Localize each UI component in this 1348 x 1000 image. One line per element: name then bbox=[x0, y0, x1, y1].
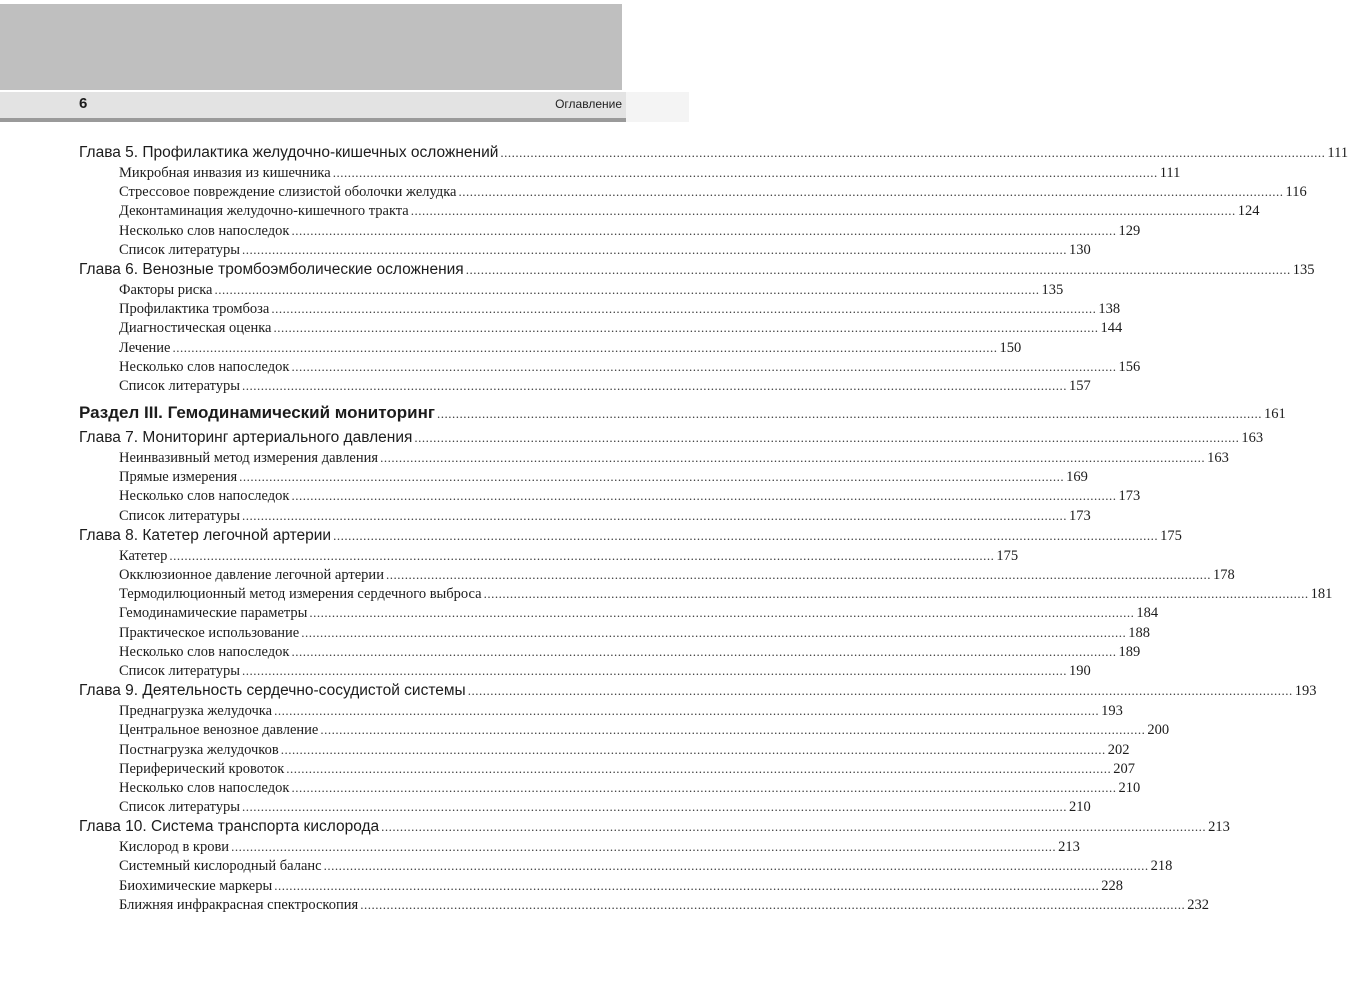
toc-entry-title: Раздел III. Гемодинамический мониторинг bbox=[79, 403, 435, 423]
toc-entry-sub[interactable] bbox=[79, 623, 1150, 642]
toc-entry-page: 124 bbox=[1237, 203, 1260, 220]
dot-leader: ............................................................................................................................................................................................................................ bbox=[465, 261, 1291, 277]
toc-entry-title: Несколько слов напоследок bbox=[119, 643, 290, 660]
dot-leader: ............................................................................................................................................................................................................................ bbox=[242, 799, 1068, 815]
dot-leader: ............................................................................................................................................................................................................................ bbox=[500, 145, 1326, 160]
toc-entry-section[interactable] bbox=[79, 401, 1286, 425]
dot-leader: ............................................................................................................................................................................................................................ bbox=[381, 819, 1207, 835]
dot-leader: ............................................................................................................................................................................................................................ bbox=[323, 858, 1149, 874]
dot-leader: ............................................................................................................................................................................................................................ bbox=[214, 281, 1040, 297]
toc-entry-page: 175 bbox=[996, 547, 1019, 564]
dot-leader: ............................................................................................................................................................................................................................ bbox=[291, 488, 1117, 504]
toc-entry-page: 111 bbox=[1159, 165, 1181, 181]
dot-leader: ............................................................................................................................................................................................................................ bbox=[410, 203, 1236, 219]
dot-leader: ............................................................................................................................................................................................................................ bbox=[333, 527, 1159, 543]
dot-leader: ............................................................................................................................................................................................................................ bbox=[360, 896, 1186, 912]
dot-leader: ............................................................................................................................................................................................................................ bbox=[291, 222, 1117, 238]
toc-entry-title: Стрессовое повреждение слизистой оболочки желудка bbox=[119, 184, 457, 201]
toc-entry-page: 135 bbox=[1292, 261, 1315, 278]
toc-entry-page: 202 bbox=[1107, 741, 1130, 758]
toc-entry-title: Глава 7. Мониторинг артериального давления bbox=[79, 429, 413, 447]
toc-entry-page: 144 bbox=[1100, 320, 1123, 337]
toc-entry-title: Список литературы bbox=[119, 241, 241, 258]
toc-entry-title: Несколько слов напоследок bbox=[119, 358, 290, 375]
toc-entry-sub[interactable] bbox=[79, 584, 1333, 603]
toc-entry-page: 190 bbox=[1069, 662, 1091, 679]
toc-entry-title: Термодилюционный метод измерения сердечного выброса bbox=[119, 586, 482, 603]
toc-entry-page: 116 bbox=[1285, 184, 1307, 201]
toc-entry-sub[interactable] bbox=[79, 280, 1064, 299]
toc-entry-sub[interactable] bbox=[79, 240, 1091, 259]
toc-entry-title: Несколько слов напоследок bbox=[119, 779, 290, 796]
toc-entry-page: 173 bbox=[1118, 488, 1141, 505]
toc-entry-sub[interactable] bbox=[79, 895, 1209, 914]
toc-entry-sub[interactable] bbox=[79, 856, 1173, 875]
toc-entry-page: 163 bbox=[1241, 430, 1264, 447]
toc-entry-title: Биохимические маркеры bbox=[119, 877, 273, 894]
toc-entry-sub[interactable] bbox=[79, 448, 1229, 467]
toc-entry-page: 181 bbox=[1310, 586, 1333, 603]
dot-leader: ............................................................................................................................................................................................................................ bbox=[242, 241, 1068, 257]
toc-entry-sub[interactable] bbox=[79, 201, 1260, 220]
toc-entry-title: Список литературы bbox=[119, 507, 241, 524]
dot-leader: ............................................................................................................................................................................................................................ bbox=[385, 567, 1211, 582]
top-gray-band bbox=[0, 4, 622, 90]
header-rule bbox=[0, 118, 626, 122]
toc-entry-title: Диагностическая оценка bbox=[119, 320, 272, 337]
toc-entry-sub[interactable] bbox=[79, 221, 1141, 240]
toc-entry-sub[interactable] bbox=[79, 506, 1091, 525]
toc-entry-page: 232 bbox=[1187, 896, 1209, 913]
toc-entry-sub[interactable] bbox=[79, 376, 1091, 395]
toc-entry-title: Системный кислородный баланс bbox=[119, 858, 322, 875]
dot-leader: ............................................................................................................................................................................................................................ bbox=[291, 779, 1117, 795]
dot-leader: ............................................................................................................................................................................................................................ bbox=[291, 358, 1117, 374]
toc-entry-sub[interactable] bbox=[79, 642, 1141, 661]
dot-leader: ............................................................................................................................................................................................................................ bbox=[414, 430, 1240, 446]
toc-entry-title: Деконтаминация желудочно-кишечного тракта bbox=[119, 203, 409, 220]
dot-leader: ............................................................................................................................................................................................................................ bbox=[320, 722, 1146, 738]
toc-entry-title: Глава 10. Система транспорта кислорода bbox=[79, 818, 380, 836]
dot-leader: ............................................................................................................................................................................................................................ bbox=[274, 877, 1100, 893]
toc-entry-title: Факторы риска bbox=[119, 281, 213, 298]
toc-entry-page: 150 bbox=[999, 339, 1022, 356]
toc-entry-title: Несколько слов напоследок bbox=[119, 222, 290, 239]
dot-leader: ............................................................................................................................................................................................................................ bbox=[273, 320, 1099, 336]
toc-entry-page: 138 bbox=[1098, 301, 1121, 318]
toc-entry-title: Глава 5. Профилактика желудочно-кишечных осложнений bbox=[79, 144, 499, 161]
toc-entry-title: Список литературы bbox=[119, 662, 241, 679]
dot-leader: ............................................................................................................................................................................................................................ bbox=[286, 760, 1112, 776]
toc-entry-page: 173 bbox=[1069, 507, 1091, 524]
page-number: 6 bbox=[79, 95, 88, 112]
dot-leader: ............................................................................................................................................................................................................................ bbox=[274, 703, 1100, 719]
toc-entry-sub[interactable] bbox=[79, 759, 1136, 778]
toc-entry-chapter[interactable] bbox=[79, 142, 1348, 163]
toc-entry-page: 193 bbox=[1294, 683, 1317, 700]
toc-entry-sub[interactable] bbox=[79, 546, 1019, 565]
toc-entry-title: Преднагрузка желудочка bbox=[119, 703, 273, 720]
dot-leader: ............................................................................................................................................................................................................................ bbox=[301, 624, 1127, 640]
toc-entry-page: 213 bbox=[1208, 819, 1230, 836]
dot-leader: ............................................................................................................................................................................................................................ bbox=[291, 643, 1117, 659]
toc-entry-page: 178 bbox=[1212, 567, 1235, 583]
dot-leader: ............................................................................................................................................................................................................................ bbox=[280, 741, 1106, 757]
toc-entry-sub[interactable] bbox=[79, 486, 1141, 505]
toc-entry-page: 218 bbox=[1150, 858, 1173, 875]
toc-entry-title: Неинвазивный метод измерения давления bbox=[119, 450, 379, 467]
toc-entry-page: 189 bbox=[1118, 643, 1141, 660]
toc-entry-page: 213 bbox=[1058, 839, 1080, 856]
toc-entry-page: 184 bbox=[1136, 605, 1159, 622]
toc-entry-sub[interactable] bbox=[79, 701, 1123, 720]
dot-leader: ............................................................................................................................................................................................................................ bbox=[239, 469, 1065, 485]
toc-entry-sub[interactable] bbox=[79, 357, 1141, 376]
toc-entry-sub[interactable] bbox=[79, 720, 1170, 739]
toc-entry-sub[interactable] bbox=[79, 740, 1130, 759]
toc-entry-chapter[interactable] bbox=[79, 680, 1317, 701]
toc-entry-sub[interactable] bbox=[79, 299, 1121, 318]
toc-entry-page: 129 bbox=[1118, 222, 1141, 239]
toc-entry-page: 111 bbox=[1327, 145, 1348, 161]
dot-leader: ............................................................................................................................................................................................................................ bbox=[458, 184, 1284, 200]
toc-entry-title: Список литературы bbox=[119, 799, 241, 816]
dot-leader: ............................................................................................................................................................................................................................ bbox=[231, 839, 1057, 855]
toc-entry-page: 130 bbox=[1069, 241, 1091, 258]
toc-entry-title: Микробная инвазия из кишечника bbox=[119, 165, 331, 181]
toc-entry-sub[interactable] bbox=[79, 565, 1235, 584]
toc-entry-page: 200 bbox=[1147, 722, 1170, 739]
dot-leader: ............................................................................................................................................................................................................................ bbox=[242, 662, 1068, 678]
table-of-contents bbox=[79, 142, 1348, 914]
toc-entry-title: Глава 8. Катетер легочной артерии bbox=[79, 526, 332, 544]
toc-entry-page: 135 bbox=[1041, 281, 1064, 298]
dot-leader: ............................................................................................................................................................................................................................ bbox=[483, 586, 1309, 602]
dot-leader: ............................................................................................................................................................................................................................ bbox=[380, 450, 1206, 466]
toc-entry-page: 161 bbox=[1263, 406, 1286, 423]
dot-leader: ............................................................................................................................................................................................................................ bbox=[172, 339, 998, 355]
toc-entry-title: Окклюзионное давление легочной артерии bbox=[119, 567, 384, 583]
toc-entry-page: 210 bbox=[1069, 799, 1091, 816]
toc-entry-page: 228 bbox=[1101, 877, 1123, 894]
toc-entry-sub[interactable] bbox=[79, 467, 1088, 486]
toc-entry-title: Глава 9. Деятельность сердечно-сосудистой системы bbox=[79, 682, 466, 700]
toc-entry-sub[interactable] bbox=[79, 182, 1307, 201]
toc-entry-title: Прямые измерения bbox=[119, 469, 238, 486]
toc-entry-title: Кислород в крови bbox=[119, 839, 230, 856]
toc-entry-title: Центральное венозное давление bbox=[119, 722, 319, 739]
toc-entry-chapter[interactable] bbox=[79, 259, 1315, 280]
toc-entry-sub[interactable] bbox=[79, 661, 1091, 680]
toc-entry-sub[interactable] bbox=[79, 338, 1022, 357]
dot-leader: ............................................................................................................................................................................................................................ bbox=[242, 507, 1068, 523]
toc-entry-title: Катетер bbox=[119, 547, 168, 564]
toc-entry-title: Профилактика тромбоза bbox=[119, 301, 270, 318]
dot-leader: ............................................................................................................................................................................................................................ bbox=[467, 683, 1293, 699]
dot-leader: ............................................................................................................................................................................................................................ bbox=[309, 605, 1135, 621]
toc-entry-page: 163 bbox=[1207, 450, 1229, 467]
toc-entry-page: 156 bbox=[1118, 358, 1141, 375]
toc-entry-title: Лечение bbox=[119, 339, 171, 356]
toc-entry-sub[interactable] bbox=[79, 876, 1123, 895]
toc-entry-sub[interactable] bbox=[79, 318, 1123, 337]
dot-leader: ............................................................................................................................................................................................................................ bbox=[169, 547, 995, 563]
toc-entry-title: Практическое использование bbox=[119, 624, 300, 641]
toc-entry-title: Список литературы bbox=[119, 377, 241, 394]
running-head: Оглавление bbox=[555, 97, 622, 111]
toc-entry-page: 157 bbox=[1069, 377, 1091, 394]
toc-entry-chapter[interactable] bbox=[79, 427, 1264, 448]
toc-entry-page: 169 bbox=[1066, 469, 1088, 486]
toc-entry-page: 207 bbox=[1113, 760, 1136, 777]
toc-entry-title: Гемодинамические параметры bbox=[119, 605, 308, 622]
header-edge bbox=[626, 92, 689, 122]
toc-entry-title: Глава 6. Венозные тромбоэмболические осложнения bbox=[79, 260, 464, 278]
toc-entry-page: 175 bbox=[1160, 527, 1182, 544]
top-band-margin bbox=[622, 0, 689, 92]
toc-entry-chapter[interactable] bbox=[79, 816, 1230, 837]
toc-entry-page: 188 bbox=[1128, 624, 1150, 641]
toc-entry-title: Ближняя инфракрасная спектроскопия bbox=[119, 896, 359, 913]
toc-entry-page: 210 bbox=[1118, 779, 1141, 796]
toc-entry-sub[interactable] bbox=[79, 163, 1181, 182]
dot-leader: ............................................................................................................................................................................................................................ bbox=[332, 165, 1158, 180]
toc-entry-title: Несколько слов напоследок bbox=[119, 488, 290, 505]
toc-entry-sub[interactable] bbox=[79, 603, 1159, 622]
dot-leader: ............................................................................................................................................................................................................................ bbox=[271, 301, 1097, 317]
toc-entry-title: Периферический кровоток bbox=[119, 760, 285, 777]
toc-entry-page: 193 bbox=[1101, 703, 1123, 720]
dot-leader: ............................................................................................................................................................................................................................ bbox=[436, 406, 1262, 422]
toc-entry-sub[interactable] bbox=[79, 797, 1091, 816]
dot-leader: ............................................................................................................................................................................................................................ bbox=[242, 377, 1068, 393]
toc-entry-sub[interactable] bbox=[79, 837, 1080, 856]
toc-entry-title: Постнагрузка желудочков bbox=[119, 741, 279, 758]
toc-entry-chapter[interactable] bbox=[79, 525, 1182, 546]
toc-entry-sub[interactable] bbox=[79, 778, 1141, 797]
